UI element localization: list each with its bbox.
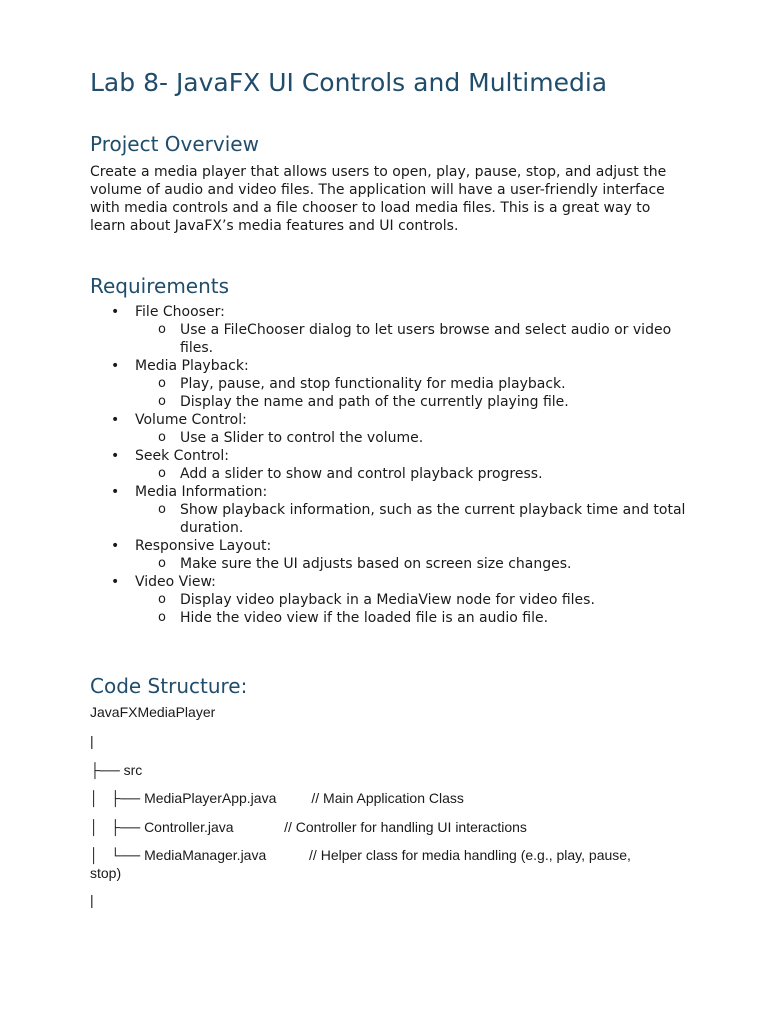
requirement-subitem <box>135 555 690 573</box>
requirement-subitem <box>135 609 690 627</box>
tree-line-connector-end: | <box>90 892 94 908</box>
requirement-subitem <box>135 591 690 609</box>
tree-line-controller: │ ├── Controller.java // Controller for handling UI interactions <box>90 819 527 835</box>
sub-bullet-icon: o <box>158 610 166 625</box>
requirement-item-seek-control <box>90 447 690 483</box>
requirement-subitem <box>135 429 690 447</box>
requirement-subitem <box>135 501 690 537</box>
requirement-item-media-playback <box>90 357 690 411</box>
tree-line-src: ├── src <box>90 762 143 778</box>
requirement-subitem-text: Use a Slider to control the volume. <box>180 430 424 446</box>
requirement-item-media-information <box>90 483 690 537</box>
bullet-icon: • <box>111 538 120 554</box>
requirement-label: Video View: <box>135 574 216 590</box>
requirement-sublist <box>135 321 690 357</box>
requirement-sublist <box>135 555 690 573</box>
requirement-label: Responsive Layout: <box>135 538 272 554</box>
requirement-label: File Chooser: <box>135 304 225 320</box>
requirement-subitem-text: Use a FileChooser dialog to let users browse and select audio or video files. <box>180 322 672 356</box>
requirement-sublist <box>135 375 690 411</box>
tree-line-mediaplayerapp: │ ├── MediaPlayerApp.java // Main Application Class <box>90 790 464 806</box>
requirement-subitem <box>135 321 690 357</box>
requirement-label: Media Information: <box>135 484 268 500</box>
requirement-label: Seek Control: <box>135 448 229 464</box>
sub-bullet-icon: o <box>158 430 166 445</box>
bullet-icon: • <box>111 484 120 500</box>
requirement-subitem-text: Show playback information, such as the current playback time and total duration. <box>180 502 686 536</box>
sub-bullet-icon: o <box>158 322 166 337</box>
sub-bullet-icon: o <box>158 466 166 481</box>
requirement-sublist <box>135 501 690 537</box>
project-overview-text: Create a media player that allows users to open, play, pause, stop, and adjust the volume of audio and video files. The application will have a user-friendly interface with media controls and a file chooser to load media files. This is a great way to learn about JavaFX’s media features and UI controls. <box>90 164 667 234</box>
requirement-item-responsive-layout <box>90 537 690 573</box>
requirement-subitem-text: Make sure the UI adjusts based on screen size changes. <box>180 556 572 572</box>
sub-bullet-icon: o <box>158 592 166 607</box>
requirement-sublist <box>135 429 690 447</box>
requirement-subitem-text: Add a slider to show and control playback progress. <box>180 466 543 482</box>
bullet-icon: • <box>111 358 120 374</box>
requirement-subitem <box>135 375 690 393</box>
requirement-subitem-text: Display video playback in a MediaView node for video files. <box>180 592 595 608</box>
requirement-item-video-view <box>90 573 690 627</box>
tree-line-mediamanager: │ └── MediaManager.java // Helper class for media handling (e.g., play, pause, stop) <box>90 847 635 881</box>
requirement-subitem-text: Display the name and path of the currently playing file. <box>180 394 569 410</box>
bullet-icon: • <box>111 412 120 428</box>
tree-line-connector: | <box>90 733 94 749</box>
sub-bullet-icon: o <box>158 502 166 517</box>
bullet-icon: • <box>111 304 120 320</box>
requirement-subitem <box>135 393 690 411</box>
sub-bullet-icon: o <box>158 376 166 391</box>
bullet-icon: • <box>111 448 120 464</box>
requirement-subitem-text: Hide the video view if the loaded file is an audio file. <box>180 610 549 626</box>
project-overview-heading: Project Overview <box>90 132 259 156</box>
requirement-item-volume-control <box>90 411 690 447</box>
requirement-subitem <box>135 465 690 483</box>
requirement-item-file-chooser <box>90 303 690 357</box>
tree-line-root: JavaFXMediaPlayer <box>90 704 216 720</box>
requirement-label: Media Playback: <box>135 358 249 374</box>
sub-bullet-icon: o <box>158 394 166 409</box>
requirements-heading: Requirements <box>90 274 230 298</box>
sub-bullet-icon: o <box>158 556 166 571</box>
requirement-sublist <box>135 591 690 627</box>
requirement-subitem-text: Play, pause, and stop functionality for media playback. <box>180 376 566 392</box>
requirements-list <box>90 303 690 627</box>
document-title: Lab 8- JavaFX UI Controls and Multimedia <box>90 68 608 97</box>
code-structure-heading: Code Structure: <box>90 674 248 698</box>
bullet-icon: • <box>111 574 120 590</box>
requirement-label: Volume Control: <box>135 412 247 428</box>
requirement-sublist <box>135 465 690 483</box>
